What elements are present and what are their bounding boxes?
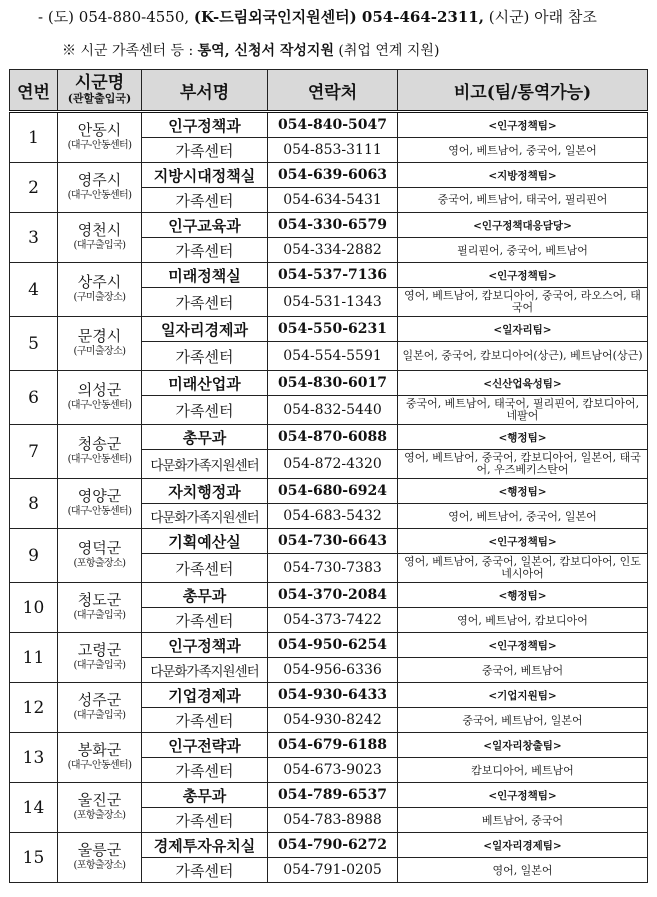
- sub-languages: [398, 238, 648, 263]
- sub-dept: 다문화가족지원센터: [142, 658, 268, 683]
- main-phone: 054-840-5047: [268, 112, 398, 138]
- sub-languages: [398, 188, 648, 213]
- header-city-sub: (관할출입국): [67, 92, 132, 105]
- row-number: 6: [10, 371, 58, 425]
- row-number: 5: [10, 317, 58, 371]
- sub-languages: [398, 450, 648, 479]
- main-team: <인구정책팀>: [398, 529, 648, 554]
- sub-languages: [398, 658, 648, 683]
- main-team: <지방정책팀>: [398, 163, 648, 188]
- header-note: 비고(팀/통역가능): [398, 70, 648, 112]
- city-cell: [58, 213, 142, 263]
- row-number: 1: [10, 112, 58, 163]
- sub-phone: 054-730-7383: [268, 554, 398, 583]
- header-dept: 부서명: [142, 70, 268, 112]
- city-cell: [58, 833, 142, 883]
- main-dept: 자치행정과: [142, 479, 268, 504]
- main-phone: 054-330-6579: [268, 213, 398, 238]
- immigration-office: (대구-안동센터): [67, 453, 132, 465]
- main-phone: 054-537-7136: [268, 263, 398, 288]
- header-no: 연번: [10, 70, 58, 112]
- intro-contacts-prefix: - (도) 054-880-4550,: [38, 8, 194, 26]
- languages-text: 캄보디아어, 베트남어: [471, 764, 574, 777]
- city-name: 고령군: [77, 640, 122, 659]
- languages-text: 중국어, 베트남어, 일본어: [462, 714, 583, 727]
- city-cell: [58, 529, 142, 583]
- city-cell: [58, 317, 142, 371]
- sub-languages: [398, 288, 648, 317]
- main-dept: 인구정책과: [142, 112, 268, 138]
- sub-phone: 054-334-2882: [268, 238, 398, 263]
- main-dept: 기업경제과: [142, 683, 268, 708]
- city-cell: [58, 263, 142, 317]
- sub-phone: 054-853-3111: [268, 138, 398, 163]
- sub-phone: 054-783-8988: [268, 808, 398, 833]
- main-phone: 054-950-6254: [268, 633, 398, 658]
- main-phone: 054-680-6924: [268, 479, 398, 504]
- row-number: 8: [10, 479, 58, 529]
- sub-dept: 가족센터: [142, 858, 268, 883]
- row-number: 14: [10, 783, 58, 833]
- languages-text: 필리핀어, 중국어, 베트남어: [457, 244, 588, 257]
- header-city: [58, 70, 142, 112]
- sub-dept: 가족센터: [142, 608, 268, 633]
- main-phone: 054-830-6017: [268, 371, 398, 396]
- header-phone: 연락처: [268, 70, 398, 112]
- intro-contacts-bold: (K-드림외국인지원센터) 054-464-2311,: [193, 8, 484, 26]
- city-name: 영천시: [77, 220, 122, 239]
- sub-languages: [398, 608, 648, 633]
- sub-phone: 054-373-7422: [268, 608, 398, 633]
- table-row: [10, 783, 648, 808]
- languages-text: 베트남어, 중국어: [481, 814, 564, 827]
- city-cell: [58, 112, 142, 163]
- sub-languages: [398, 396, 648, 425]
- main-dept: 총무과: [142, 425, 268, 450]
- main-dept: 인구교육과: [142, 213, 268, 238]
- city-name: 울진군: [77, 790, 122, 809]
- sub-dept: 가족센터: [142, 342, 268, 371]
- immigration-office: (대구출입국): [73, 659, 126, 671]
- sub-dept: 가족센터: [142, 554, 268, 583]
- sub-phone: 054-791-0205: [268, 858, 398, 883]
- city-cell: [58, 371, 142, 425]
- immigration-office: (대구-안동센터): [67, 139, 132, 151]
- languages-text: 영어, 베트남어, 캄보디아어: [457, 614, 588, 627]
- main-dept: 총무과: [142, 583, 268, 608]
- languages-text: 영어, 베트남어, 캄보디아어, 중국어, 라오스어, 태국어: [404, 289, 641, 314]
- sub-phone: 054-683-5432: [268, 504, 398, 529]
- languages-text: 영어, 일본어: [492, 864, 553, 877]
- sub-languages: [398, 138, 648, 163]
- intro-contacts-suffix: (시군) 아래 참조: [483, 8, 597, 26]
- city-cell: [58, 583, 142, 633]
- main-phone: 054-930-6433: [268, 683, 398, 708]
- immigration-office: (구미출장소): [73, 291, 126, 303]
- main-dept: 지방시대정책실: [142, 163, 268, 188]
- city-cell: [58, 163, 142, 213]
- sub-phone: 054-872-4320: [268, 450, 398, 479]
- row-number: 11: [10, 633, 58, 683]
- main-phone: 054-870-6088: [268, 425, 398, 450]
- row-number: 4: [10, 263, 58, 317]
- sub-phone: 054-956-6336: [268, 658, 398, 683]
- city-cell: [58, 683, 142, 733]
- main-dept: 일자리경제과: [142, 317, 268, 342]
- row-number: 2: [10, 163, 58, 213]
- city-name: 청도군: [77, 590, 122, 609]
- city-name: 울릉군: [77, 840, 122, 859]
- main-team: <인구정책팀>: [398, 783, 648, 808]
- table-row: [10, 479, 648, 504]
- intro-contacts-line: [38, 6, 597, 27]
- sub-dept: 가족센터: [142, 138, 268, 163]
- sub-languages: [398, 808, 648, 833]
- table-header: [10, 70, 648, 112]
- intro-note-bold: 통역, 신청서 작성지원: [197, 43, 334, 59]
- sub-languages: [398, 708, 648, 733]
- table-row: [10, 633, 648, 658]
- row-number: 12: [10, 683, 58, 733]
- sub-dept: 가족센터: [142, 288, 268, 317]
- immigration-office: (포항출장소): [73, 859, 126, 871]
- row-number: 10: [10, 583, 58, 633]
- main-team: <인구정책대응담당>: [398, 213, 648, 238]
- languages-text: 영어, 베트남어, 중국어, 일본어: [448, 510, 597, 523]
- table-row: [10, 425, 648, 450]
- immigration-office: (구미출장소): [73, 345, 126, 357]
- city-cell: [58, 479, 142, 529]
- city-name: 영양군: [77, 486, 122, 505]
- main-phone: 054-730-6643: [268, 529, 398, 554]
- sub-languages: [398, 554, 648, 583]
- row-number: 7: [10, 425, 58, 479]
- sub-dept: 다문화가족지원센터: [142, 450, 268, 479]
- city-name: 의성군: [77, 380, 122, 399]
- table-row: [10, 683, 648, 708]
- contact-table: [9, 69, 648, 883]
- city-cell: [58, 783, 142, 833]
- main-team: <행정팀>: [398, 583, 648, 608]
- main-phone: 054-550-6231: [268, 317, 398, 342]
- table-row: [10, 317, 648, 342]
- city-name: 영주시: [77, 170, 122, 189]
- main-dept: 미래산업과: [142, 371, 268, 396]
- city-cell: [58, 633, 142, 683]
- immigration-office: (대구출입국): [73, 709, 126, 721]
- table-row: [10, 529, 648, 554]
- sub-languages: [398, 504, 648, 529]
- sub-phone: 054-554-5591: [268, 342, 398, 371]
- languages-text: 일본어, 중국어, 캄보디아어(상근), 베트남어(상근): [402, 349, 643, 362]
- table-row: [10, 583, 648, 608]
- main-dept: 기획예산실: [142, 529, 268, 554]
- main-team: <기업지원팀>: [398, 683, 648, 708]
- row-number: 3: [10, 213, 58, 263]
- immigration-office: (포항출장소): [73, 557, 126, 569]
- table-body: [10, 112, 648, 883]
- immigration-office: (대구-안동센터): [67, 189, 132, 201]
- main-dept: 인구전략과: [142, 733, 268, 758]
- main-team: <신산업육성팀>: [398, 371, 648, 396]
- languages-text: 중국어, 베트남어, 태국어, 필리핀어: [437, 193, 608, 206]
- languages-text: 영어, 베트남어, 중국어, 일본어: [448, 144, 597, 157]
- table-row: [10, 213, 648, 238]
- sub-phone: 054-634-5431: [268, 188, 398, 213]
- sub-languages: [398, 342, 648, 371]
- sub-dept: 가족센터: [142, 238, 268, 263]
- sub-dept: 가족센터: [142, 758, 268, 783]
- table-row: [10, 371, 648, 396]
- languages-text: 중국어, 베트남어, 태국어, 필리핀어, 캄보디아어, 네팔어: [405, 397, 640, 422]
- main-dept: 총무과: [142, 783, 268, 808]
- table-row: [10, 833, 648, 858]
- intro-note-prefix: ※ 시군 가족센터 등 :: [62, 43, 198, 59]
- row-number: 9: [10, 529, 58, 583]
- immigration-office: (대구-안동센터): [67, 505, 132, 517]
- sub-dept: 다문화가족지원센터: [142, 504, 268, 529]
- header-city-label: 시군명: [74, 73, 125, 93]
- city-name: 문경시: [77, 326, 122, 345]
- main-dept: 미래정책실: [142, 263, 268, 288]
- intro-note-suffix: (취업 연계 지원): [333, 43, 440, 59]
- city-name: 상주시: [77, 272, 122, 291]
- sub-phone: 054-673-9023: [268, 758, 398, 783]
- immigration-office: (대구출입국): [73, 239, 126, 251]
- main-team: <행정팀>: [398, 425, 648, 450]
- sub-phone: 054-531-1343: [268, 288, 398, 317]
- table-row: [10, 163, 648, 188]
- sub-dept: 가족센터: [142, 808, 268, 833]
- main-phone: 054-790-6272: [268, 833, 398, 858]
- main-team: <일자리팀>: [398, 317, 648, 342]
- sub-languages: [398, 858, 648, 883]
- city-cell: [58, 733, 142, 783]
- immigration-office: (대구-안동센터): [67, 399, 132, 411]
- immigration-office: (대구출입국): [73, 609, 126, 621]
- main-team: <일자리창출팀>: [398, 733, 648, 758]
- main-team: <일자리경제팀>: [398, 833, 648, 858]
- immigration-office: (포항출장소): [73, 809, 126, 821]
- city-name: 봉화군: [77, 740, 122, 759]
- city-name: 영덕군: [77, 538, 122, 557]
- intro-note-line: [62, 40, 439, 60]
- main-team: <인구정책팀>: [398, 263, 648, 288]
- main-phone: 054-679-6188: [268, 733, 398, 758]
- main-phone: 054-789-6537: [268, 783, 398, 808]
- main-team: <인구정책팀>: [398, 633, 648, 658]
- main-phone: 054-639-6063: [268, 163, 398, 188]
- sub-phone: 054-832-5440: [268, 396, 398, 425]
- row-number: 15: [10, 833, 58, 883]
- city-name: 청송군: [77, 434, 122, 453]
- immigration-office: (대구-안동센터): [67, 759, 132, 771]
- table-row: [10, 733, 648, 758]
- main-team: <행정팀>: [398, 479, 648, 504]
- languages-text: 영어, 베트남어, 중국어, 캄보디아어, 일본어, 태국어, 우즈베키스탄어: [404, 451, 641, 476]
- city-cell: [58, 425, 142, 479]
- table-row: [10, 112, 648, 138]
- table-row: [10, 263, 648, 288]
- main-phone: 054-370-2084: [268, 583, 398, 608]
- languages-text: 영어, 베트남어, 중국어, 일본어, 캄보디아어, 인도네시아어: [404, 555, 641, 580]
- sub-dept: 가족센터: [142, 188, 268, 213]
- sub-languages: [398, 758, 648, 783]
- city-name: 안동시: [77, 120, 122, 139]
- languages-text: 중국어, 베트남어: [481, 664, 564, 677]
- sub-phone: 054-930-8242: [268, 708, 398, 733]
- main-dept: 경제투자유치실: [142, 833, 268, 858]
- main-dept: 인구정책과: [142, 633, 268, 658]
- sub-dept: 가족센터: [142, 708, 268, 733]
- row-number: 13: [10, 733, 58, 783]
- main-team: <인구정책팀>: [398, 112, 648, 138]
- sub-dept: 가족센터: [142, 396, 268, 425]
- city-name: 성주군: [77, 690, 122, 709]
